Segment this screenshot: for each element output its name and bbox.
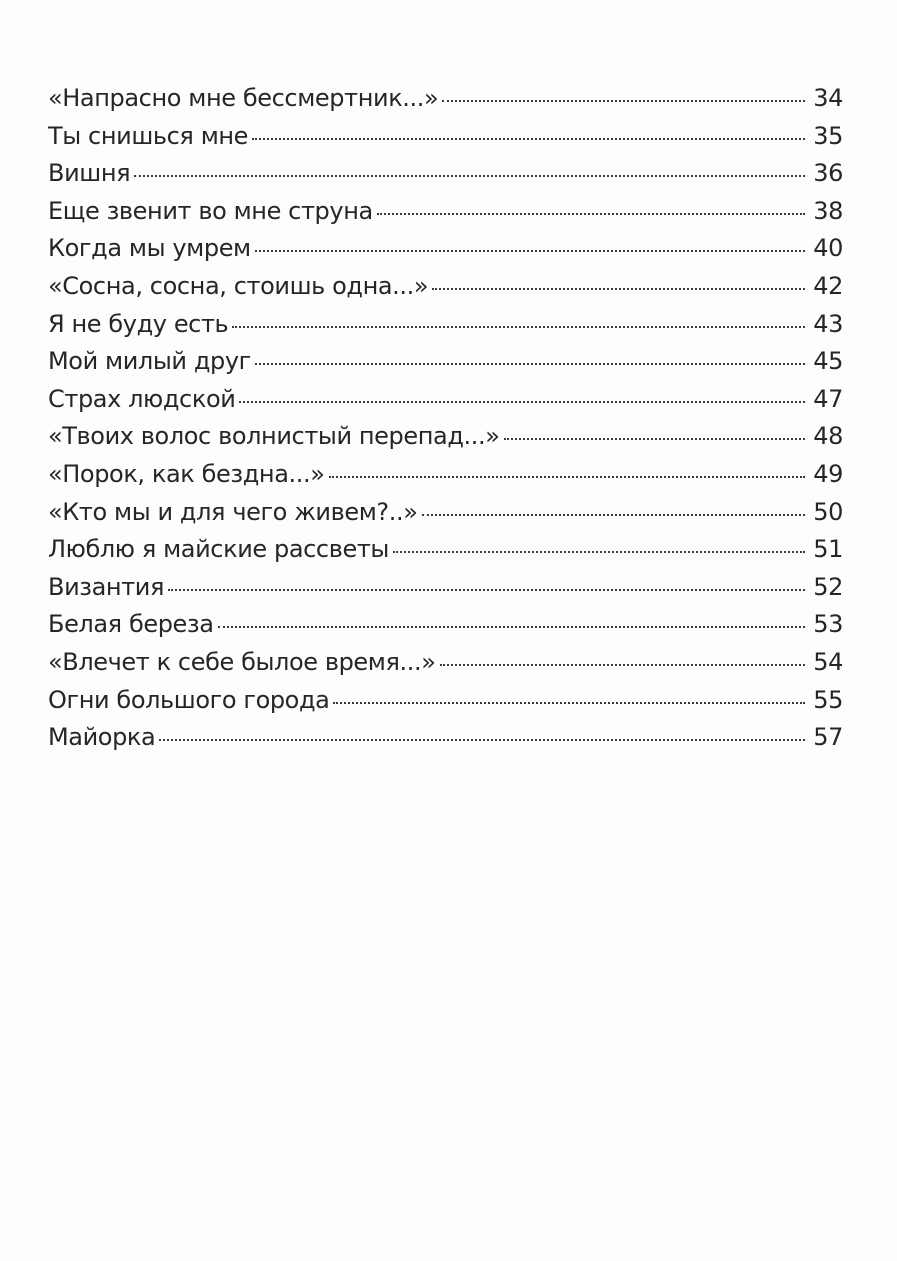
toc-entry xyxy=(48,648,843,686)
dot-leader xyxy=(440,664,805,666)
toc-entry xyxy=(48,347,843,385)
dot-leader xyxy=(504,438,805,440)
toc-entry xyxy=(48,535,843,573)
toc-entry-page: 42 xyxy=(813,271,843,300)
toc-entry-title: Огни большого города xyxy=(48,685,330,714)
toc-entry-title: Когда мы умрем xyxy=(48,234,251,263)
toc-entry xyxy=(48,122,843,160)
toc-entry-title: Люблю я майские рассветы xyxy=(48,535,389,564)
toc-entry-page: 52 xyxy=(813,572,843,601)
toc-entry-page: 38 xyxy=(813,196,843,225)
toc-entry xyxy=(48,385,843,423)
dot-leader xyxy=(218,626,805,628)
toc-entry xyxy=(48,686,843,724)
toc-entry xyxy=(48,272,843,310)
toc-entry xyxy=(48,84,843,122)
dot-leader xyxy=(255,250,805,252)
toc-entry-title: Византия xyxy=(48,572,165,601)
toc-entry-title: «Твоих волос волнистый перепад...» xyxy=(48,422,500,451)
toc-entry-title: Еще звенит во мне струна xyxy=(48,196,373,225)
dot-leader xyxy=(377,213,805,215)
toc-entry-title: Ты снишься мне xyxy=(48,121,249,150)
toc-entry-title: «Влечет к себе былое время...» xyxy=(48,647,436,676)
toc-entry-page: 54 xyxy=(813,647,843,676)
toc-entry-title: Я не буду есть xyxy=(48,309,229,338)
toc-entry-page: 34 xyxy=(813,84,843,112)
toc-entry-title: Мой милый друг xyxy=(48,347,251,376)
toc-entry xyxy=(48,159,843,197)
toc-entry-title: Майорка xyxy=(48,723,156,752)
toc-entry-title: Страх людской xyxy=(48,384,236,413)
toc-entry xyxy=(48,498,843,536)
toc-entry-page: 45 xyxy=(813,347,843,376)
toc-entry xyxy=(48,610,843,648)
toc-entry xyxy=(48,460,843,498)
dot-leader xyxy=(422,514,805,516)
dot-leader xyxy=(239,401,805,403)
dot-leader xyxy=(232,326,805,328)
dot-leader xyxy=(442,100,805,102)
toc-entry-page: 50 xyxy=(813,497,843,526)
dot-leader xyxy=(134,175,805,177)
toc-entry-title: «Кто мы и для чего живем?..» xyxy=(48,497,418,526)
dot-leader xyxy=(333,702,805,704)
toc-entry xyxy=(48,234,843,272)
toc-entry-page: 47 xyxy=(813,384,843,413)
dot-leader xyxy=(329,476,805,478)
toc-entry-page: 53 xyxy=(813,610,843,639)
toc-entry-page: 49 xyxy=(813,459,843,488)
dot-leader xyxy=(432,288,805,290)
toc-entry-title: «Сосна, сосна, стоишь одна...» xyxy=(48,271,429,300)
toc-entry-title: Вишня xyxy=(48,159,131,188)
toc-entry-page: 36 xyxy=(813,159,843,188)
dot-leader xyxy=(159,739,805,741)
toc-entry-page: 55 xyxy=(813,685,843,714)
toc-entry-page: 51 xyxy=(813,535,843,564)
toc-entry xyxy=(48,723,843,761)
toc-entry-page: 43 xyxy=(813,309,843,338)
toc-entry-page: 57 xyxy=(813,723,843,752)
toc-entry-title: «Напрасно мне бессмертник...» xyxy=(48,84,439,112)
dot-leader xyxy=(255,363,805,365)
toc-entry-page: 40 xyxy=(813,234,843,263)
toc-entry-page: 35 xyxy=(813,121,843,150)
toc-entry xyxy=(48,573,843,611)
toc-entry xyxy=(48,197,843,235)
toc-entry-title: Белая береза xyxy=(48,610,214,639)
dot-leader xyxy=(168,589,805,591)
toc-entry-title: «Порок, как бездна...» xyxy=(48,459,325,488)
toc-entry xyxy=(48,310,843,348)
table-of-contents xyxy=(48,84,843,761)
dot-leader xyxy=(393,551,805,553)
dot-leader xyxy=(252,138,805,140)
toc-entry xyxy=(48,422,843,460)
toc-entry-page: 48 xyxy=(813,422,843,451)
